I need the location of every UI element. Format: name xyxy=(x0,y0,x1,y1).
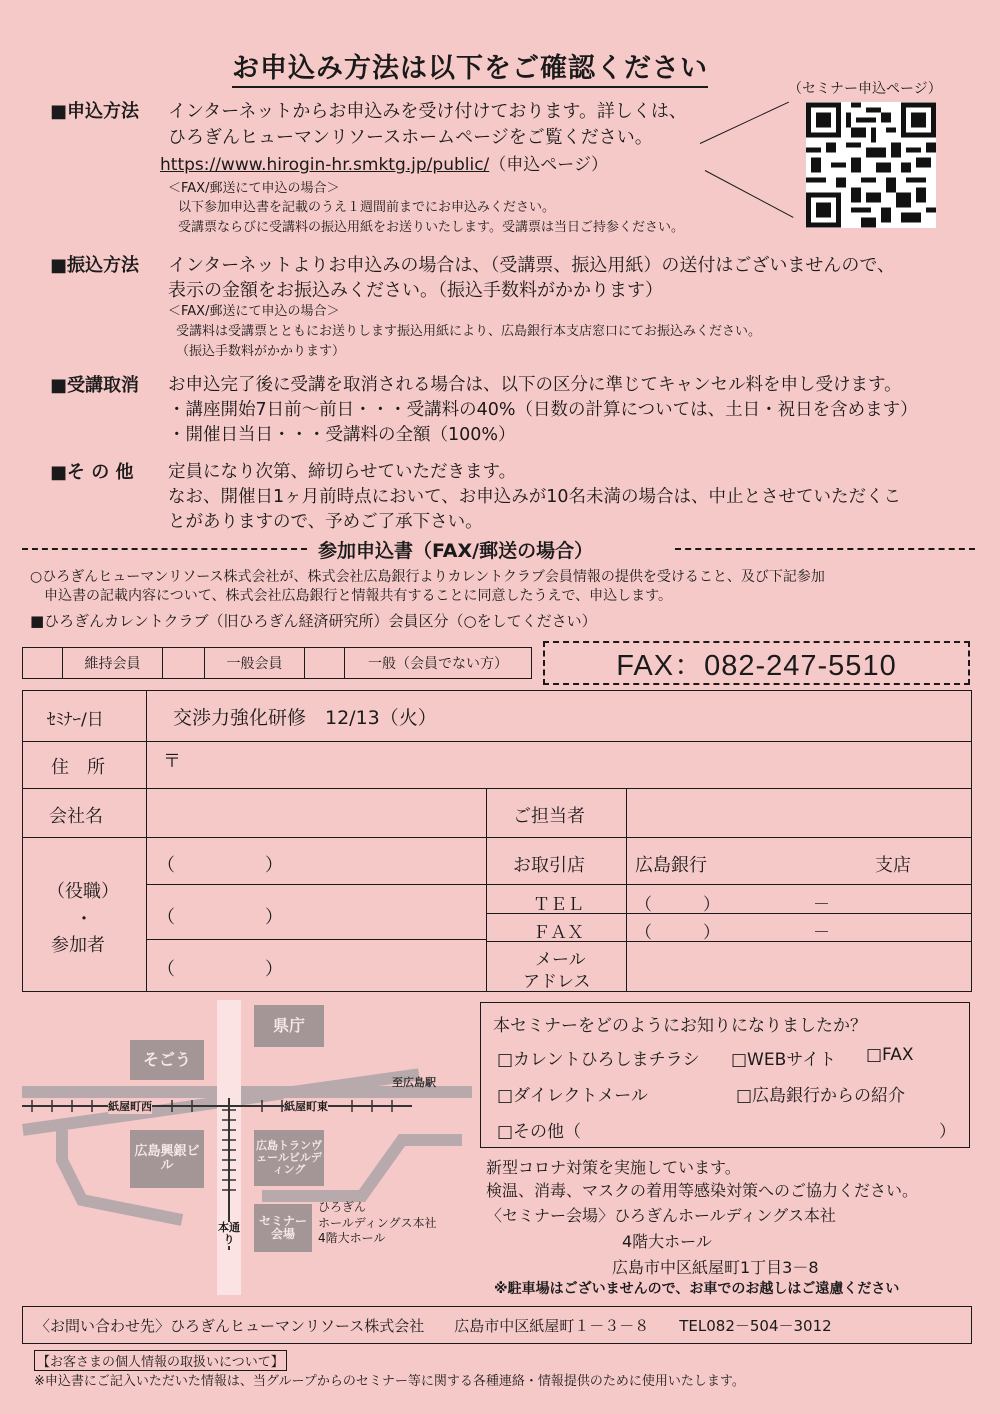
fax-number: FAX：082-247-5510 xyxy=(543,641,970,685)
survey-option-fax[interactable]: □FAX xyxy=(866,1045,914,1065)
venue-hall: 4階大ホール xyxy=(622,1232,712,1251)
mail-field[interactable] xyxy=(629,943,969,989)
bank-branch-label: お取引店 xyxy=(513,855,585,876)
transfer-line1: インターネットよりお申込みの場合は、（受講票、振込用紙）の送付はございませんので、 xyxy=(168,255,896,276)
other-line1: 定員になり次第、締切らせていただきます。 xyxy=(168,462,517,482)
attendee-field-3[interactable]: （ ） xyxy=(157,959,283,980)
kogin-building-block: 広島興銀ビル xyxy=(130,1130,204,1188)
member-heading: ■ひろぎんカレントクラブ（旧ひろぎん経済研究所）会員区分（○をしてください） xyxy=(30,612,597,630)
page-title: お申込み方法は以下をご確認ください xyxy=(232,46,708,88)
cancel-line3: ・開催日当日・・・受講料の全額（100%） xyxy=(168,425,516,445)
fax-label: ＦＡＸ xyxy=(533,923,584,943)
transfer-line2: 表示の金額をお振込みください。（振込手数料がかかります） xyxy=(168,280,663,301)
seminar-label: ｾﾐﾅｰ/日 xyxy=(47,710,104,730)
form-col-line xyxy=(146,691,147,991)
member-option: 一般（会員でない方） xyxy=(368,656,508,672)
apply-fax-head: ＜FAX/郵送にて申込の場合＞ xyxy=(168,181,340,196)
attendee-label-dot: ・ xyxy=(75,909,93,930)
form-row-line xyxy=(146,939,486,940)
other-label: ■そ の 他 xyxy=(50,462,134,483)
form-row-line xyxy=(146,884,971,885)
apply-url-row xyxy=(160,150,608,175)
privacy-text: ※申込書にご記入いただいた情報は、当グループからのセミナー等に関する各種連絡・情報提供のために使用いたします。 xyxy=(34,1374,745,1389)
qr-caption: （セミナー申込ページ） xyxy=(788,81,942,97)
qr-pointer-line xyxy=(705,170,794,218)
consent-line1: ○ひろぎんヒューマンリソース株式会社が、株式会社広島銀行よりカレントクラブ会員情報の提供を受けること、及び下記参加 xyxy=(30,569,825,585)
venue-label: 〈セミナー会場〉ひろぎんホールディングス本社 xyxy=(486,1206,836,1225)
trading-center-block: 広島トランヴェールビルディング xyxy=(254,1130,324,1186)
transfer-fax1: 受講料は受講票とともにお送りします振込用紙により、広島銀行本支店窓口にてお振込みください。 xyxy=(176,324,762,339)
attendee-field-1[interactable]: （ ） xyxy=(157,855,283,876)
survey-option-dm[interactable]: □ダイレクトメール xyxy=(497,1086,648,1106)
survey-option-flyer[interactable]: □カレントひろしまチラシ xyxy=(497,1050,700,1070)
tel-dash: － xyxy=(813,895,830,915)
postal-mark: 〒 xyxy=(163,751,181,772)
survey-box xyxy=(480,1002,970,1148)
apply-label: ■申込方法 xyxy=(50,101,140,122)
bank-name: 広島銀行 xyxy=(635,855,707,876)
company-field[interactable] xyxy=(149,790,483,835)
branch-field[interactable] xyxy=(729,841,869,881)
attendee-label: 参加者 xyxy=(51,935,105,956)
branch-suffix: 支店 xyxy=(875,855,911,876)
mail-label-2: アドレス xyxy=(523,972,591,992)
form-row-line xyxy=(23,788,971,789)
covid-line2: 検温、消毒、マスクの着用等感染対策へのご協力ください。 xyxy=(486,1181,919,1200)
tel-label: ＴＥＬ xyxy=(533,895,584,915)
form-row-line xyxy=(23,837,971,838)
access-map xyxy=(22,1000,472,1295)
survey-option-web[interactable]: □WEBサイト xyxy=(731,1050,837,1070)
parking-note: ※駐車場はございませんので、お車でのお越しはご遠慮ください xyxy=(494,1281,900,1297)
contact-person-label: ご担当者 xyxy=(513,806,585,827)
attendee-label-title: （役職） xyxy=(47,881,119,902)
cancel-line1: お申込完了後に受講を取消される場合は、以下の区分に準じてキャンセル料を申し受けます。 xyxy=(168,375,902,395)
member-option: 一般会員 xyxy=(205,648,305,678)
kamiyacho-nishi-label: 紙屋町西 xyxy=(108,1100,152,1113)
fax-field[interactable]: （ ） xyxy=(635,923,720,943)
covid-line1: 新型コロナ対策を実施しています。 xyxy=(486,1158,741,1177)
contact-person-field[interactable] xyxy=(629,790,969,835)
transfer-fax-head: ＜FAX/郵送にて申込の場合＞ xyxy=(168,304,340,319)
form-col-line xyxy=(486,788,487,991)
venue-map-line2: ホールディングス本社 xyxy=(318,1215,437,1230)
separator xyxy=(22,548,307,550)
address-label: 住 所 xyxy=(51,757,105,778)
member-option: 維持会員 xyxy=(63,648,163,678)
consent-line2: 申込書の記載内容について、株式会社広島銀行と情報共有することに同意したうえで、申込します。 xyxy=(44,588,673,604)
form-row-line xyxy=(23,741,971,742)
member-check-box[interactable] xyxy=(305,648,345,678)
venue-map-line1: ひろぎん xyxy=(318,1200,367,1214)
form-title: 参加申込書（FAX/郵送の場合） xyxy=(318,540,594,562)
apply-fax1: 以下参加申込書を記載のうえ１週間前までにお申込みください。 xyxy=(178,200,556,215)
survey-option-bank[interactable]: □広島銀行からの紹介 xyxy=(736,1086,906,1106)
mail-label-1: メール xyxy=(535,950,586,970)
survey-other-field[interactable] xyxy=(601,1115,941,1139)
fax-dash: － xyxy=(813,923,830,943)
venue-address: 広島市中区紙屋町1丁目3－8 xyxy=(612,1258,819,1277)
contact-bar: 〈お問い合わせ先〉ひろぎんヒューマンリソース株式会社 広島市中区紙屋町１－３－８ TEL082－504－3012 xyxy=(22,1306,972,1344)
survey-option-other[interactable]: □その他（ xyxy=(497,1122,582,1142)
hondori-label: 本通り xyxy=(218,1221,240,1247)
separator xyxy=(675,548,975,550)
member-check-box[interactable] xyxy=(23,648,63,678)
venue-map-line3: 4階大ホール xyxy=(318,1231,386,1246)
seminar-value: 交渉力強化研修 12/13（火） xyxy=(173,707,437,729)
apply-fax2: 受講票ならびに受講料の振込用紙をお送りいたします。受講票は当日ご持参ください。 xyxy=(178,220,684,235)
apply-url-suffix: （申込ページ） xyxy=(489,155,608,175)
membership-table xyxy=(22,647,532,679)
cancel-line2: ・講座開始7日前～前日・・・受講料の40%（日数の計算については、土日・祝日を含めます） xyxy=(168,400,918,420)
map-roads xyxy=(22,1000,472,1295)
company-label: 会社名 xyxy=(49,806,103,827)
sogo-block: そごう xyxy=(130,1040,204,1080)
transfer-label: ■振込方法 xyxy=(50,255,140,276)
privacy-heading: 【お客さまの個人情報の取扱いについて】 xyxy=(34,1350,287,1371)
cancel-label: ■受講取消 xyxy=(50,375,140,396)
application-form xyxy=(22,690,972,992)
address-field[interactable] xyxy=(183,743,963,785)
venue-map-label xyxy=(318,1200,436,1247)
other-line3: とがありますので、予めご了承下さい。 xyxy=(168,512,483,532)
attendee-field-2[interactable]: （ ） xyxy=(157,907,283,928)
apply-line2: ひろぎんヒューマンリソースホームページをご覧ください。 xyxy=(168,127,653,148)
tel-field[interactable]: （ ） xyxy=(635,895,720,915)
kamiyacho-higashi-label: 紙屋町東 xyxy=(284,1100,328,1113)
seminar-venue-block: セミナー会場 xyxy=(254,1204,312,1252)
qr-pointer-line xyxy=(700,102,789,144)
member-check-box[interactable] xyxy=(163,648,205,678)
survey-question: 本セミナーをどのようにお知りになりましたか？ xyxy=(493,1016,867,1036)
survey-other-close: ） xyxy=(939,1122,956,1142)
apply-line1: インターネットからお申込みを受け付けております。詳しくは、 xyxy=(168,101,687,122)
to-station-label: 至広島駅 xyxy=(392,1076,436,1089)
transfer-fax2: （振込手数料がかかります） xyxy=(176,344,346,359)
qr-code-icon[interactable] xyxy=(806,102,936,228)
apply-url-link[interactable]: https://www.hirogin-hr.smktg.jp/public/ xyxy=(160,155,490,175)
other-line2: なお、開催日1ヶ月前時点において、お申込みが10名未満の場合は、中止とさせていただくこ xyxy=(168,487,902,507)
prefecture-office-block: 県庁 xyxy=(254,1005,324,1047)
form-col-line xyxy=(626,788,627,991)
